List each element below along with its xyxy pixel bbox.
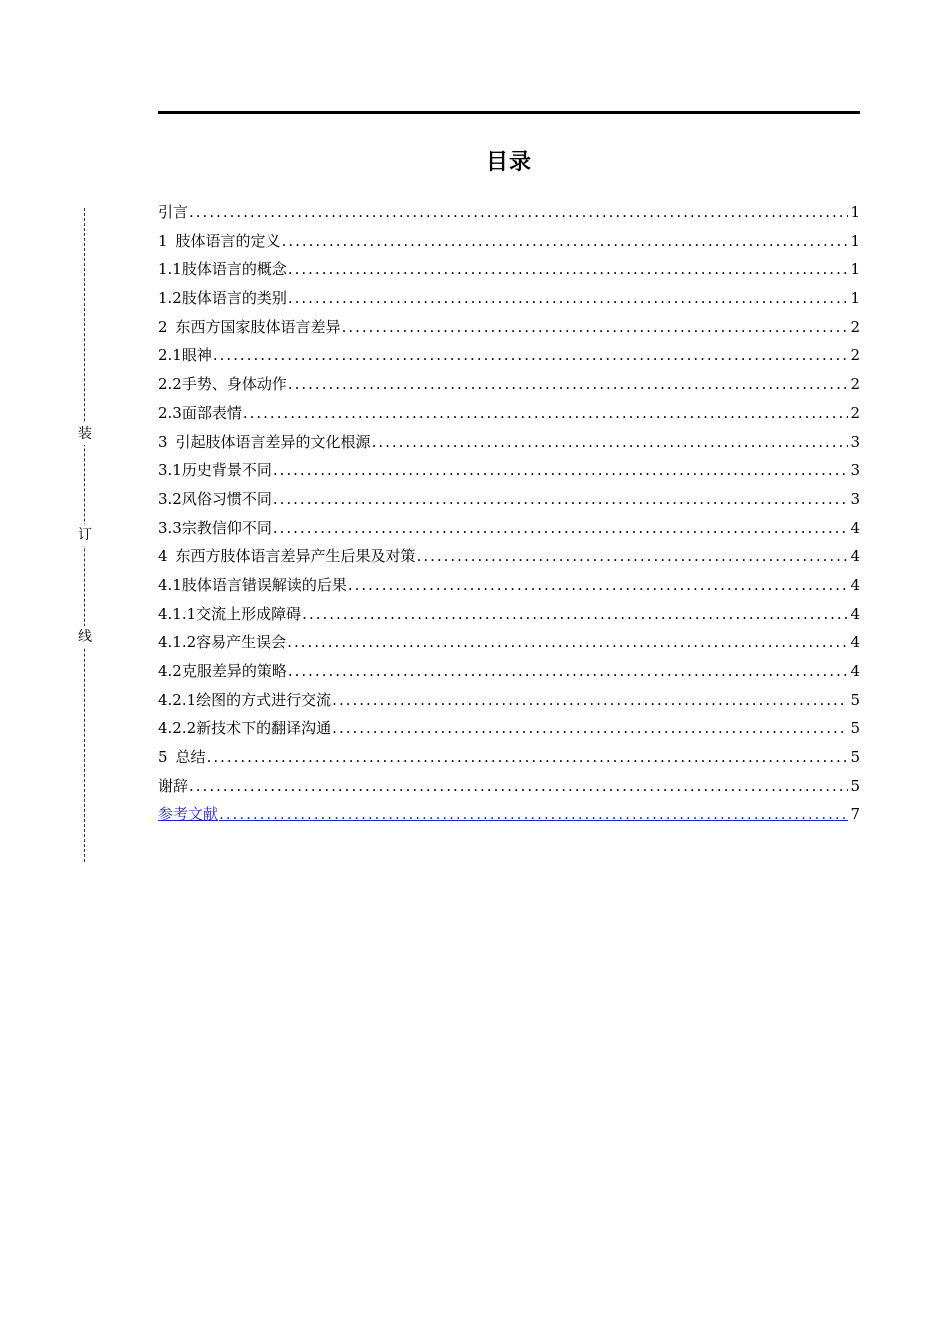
- toc-entry: [158, 456, 860, 485]
- toc-dot-leader: [282, 227, 849, 256]
- toc-page-number: 1: [850, 231, 860, 250]
- toc-entry-title: 4.2.1绘图的方式进行交流: [158, 690, 332, 709]
- toc-page-number: 1: [850, 260, 860, 279]
- toc-entry-link[interactable]: [158, 800, 860, 829]
- toc-entry-title: 2.1眼神: [158, 346, 212, 365]
- toc-page-number: 2: [850, 403, 860, 422]
- toc-entry-title: 4.2克服差异的策略: [158, 662, 287, 680]
- toc-entry-title: 4.1.1交流上形成障碍: [158, 604, 302, 623]
- toc-page-number: 5: [850, 748, 860, 767]
- toc-entry: [158, 428, 860, 457]
- toc-dot-leader: [288, 657, 849, 686]
- toc-entry-title: 谢辞: [158, 776, 189, 795]
- toc-dot-leader: [332, 714, 848, 743]
- toc-entry: [158, 743, 860, 772]
- toc-dot-leader: [287, 628, 848, 657]
- toc-dot-leader: [302, 600, 848, 629]
- toc-page-number: 5: [850, 719, 860, 738]
- toc-dot-leader: [372, 428, 849, 457]
- toc-dot-leader: [207, 743, 849, 772]
- toc-entry: [158, 542, 860, 571]
- toc-page-number: 4: [850, 518, 860, 537]
- toc-dot-leader: [213, 341, 849, 370]
- toc-entry: [158, 571, 860, 600]
- toc-entry: [158, 686, 860, 715]
- toc-entry: [158, 227, 860, 256]
- toc-dot-leader: [189, 198, 848, 227]
- toc-entry: [158, 399, 860, 428]
- page-title: 目录: [485, 150, 532, 175]
- toc-entry-number: 2: [158, 317, 168, 336]
- toc-entry-title: 总结: [175, 748, 206, 767]
- toc-dot-leader: [288, 284, 849, 313]
- toc-entry: [158, 714, 860, 743]
- toc-page-number: 5: [850, 690, 860, 709]
- toc-dot-leader: [288, 255, 849, 284]
- toc-entry-title: 东西方国家肢体语言差异: [175, 317, 341, 336]
- toc-dot-leader: [288, 370, 849, 399]
- toc-entry: [158, 485, 860, 514]
- toc-dot-leader: [219, 800, 848, 829]
- toc-entry-number: 5: [158, 748, 168, 767]
- toc-entry-title: 3.2风俗习惯不同: [158, 489, 272, 508]
- toc-entry: [158, 657, 860, 686]
- toc-entry-title: 4.1.2容易产生误会: [158, 633, 287, 652]
- toc-dot-leader: [243, 399, 849, 428]
- toc-entry-title: 引起肢体语言差异的文化根源: [175, 432, 371, 451]
- binding-margin: [70, 208, 100, 862]
- toc-page-number: 2: [850, 346, 860, 365]
- toc-dot-leader: [417, 542, 849, 571]
- toc-entry: [158, 198, 860, 227]
- toc-entry: [158, 341, 860, 370]
- toc-page-number: 3: [850, 432, 860, 451]
- toc-entry: [158, 600, 860, 629]
- toc-page-number: 4: [850, 604, 860, 623]
- toc-page-number: 5: [850, 776, 860, 795]
- toc-entry: [158, 628, 860, 657]
- toc-entry-title: 引言: [158, 203, 189, 221]
- toc-entry-title: 4.2.2新技术下的翻译沟通: [158, 719, 332, 738]
- binding-char-ding: 订: [70, 524, 100, 546]
- toc-page-number: 4: [850, 547, 860, 566]
- toc-dot-leader: [348, 571, 849, 600]
- toc-dot-leader: [273, 485, 849, 514]
- toc-page-number: 2: [850, 317, 860, 336]
- toc-entry-number: 3: [158, 432, 168, 451]
- toc-entry-title: 4.1肢体语言错误解读的后果: [158, 575, 347, 594]
- table-of-contents: [158, 198, 860, 829]
- header-rule: [158, 111, 860, 114]
- toc-page-number: 4: [850, 575, 860, 594]
- toc-entry: [158, 370, 860, 399]
- toc-entry: [158, 284, 860, 313]
- toc-entry-title: 2.2手势、身体动作: [158, 375, 287, 394]
- toc-entry: [158, 514, 860, 543]
- toc-page-number: 3: [850, 461, 860, 480]
- toc-entry-number: 4: [158, 547, 168, 566]
- toc-entry-title: 东西方肢体语言差异产生后果及对策: [175, 547, 416, 566]
- toc-entry: [158, 255, 860, 284]
- toc-page-number: 4: [850, 633, 860, 652]
- toc-dot-leader: [273, 456, 849, 485]
- toc-entry: [158, 772, 860, 801]
- binding-char-zhuang: 装: [70, 423, 100, 445]
- toc-page-number: 1: [850, 203, 860, 221]
- toc-entry-title: 3.3宗教信仰不同: [158, 518, 272, 537]
- toc-page-number: 3: [850, 489, 860, 508]
- toc-page-number: 2: [850, 375, 860, 394]
- toc-entry-title: 2.3面部表情: [158, 403, 242, 422]
- toc-dot-leader: [189, 772, 848, 801]
- toc-page-number: 1: [850, 289, 860, 308]
- toc-dot-leader: [342, 313, 849, 342]
- toc-entry-title: 1.2肢体语言的类别: [158, 289, 287, 308]
- toc-page-number: 4: [850, 662, 860, 680]
- toc-page-number: 7: [850, 805, 860, 824]
- binding-char-xian: 线: [70, 626, 100, 648]
- toc-entry-number: 1: [158, 231, 168, 250]
- toc-dot-leader: [332, 686, 848, 715]
- toc-entry-title: 肢体语言的定义: [175, 231, 281, 250]
- toc-entry-title: 1.1肢体语言的概念: [158, 260, 287, 279]
- toc-entry-title: 3.1历史背景不同: [158, 461, 272, 480]
- toc-dot-leader: [273, 514, 849, 543]
- toc-entry: [158, 313, 860, 342]
- toc-entry-title[interactable]: 参考文献: [158, 805, 219, 824]
